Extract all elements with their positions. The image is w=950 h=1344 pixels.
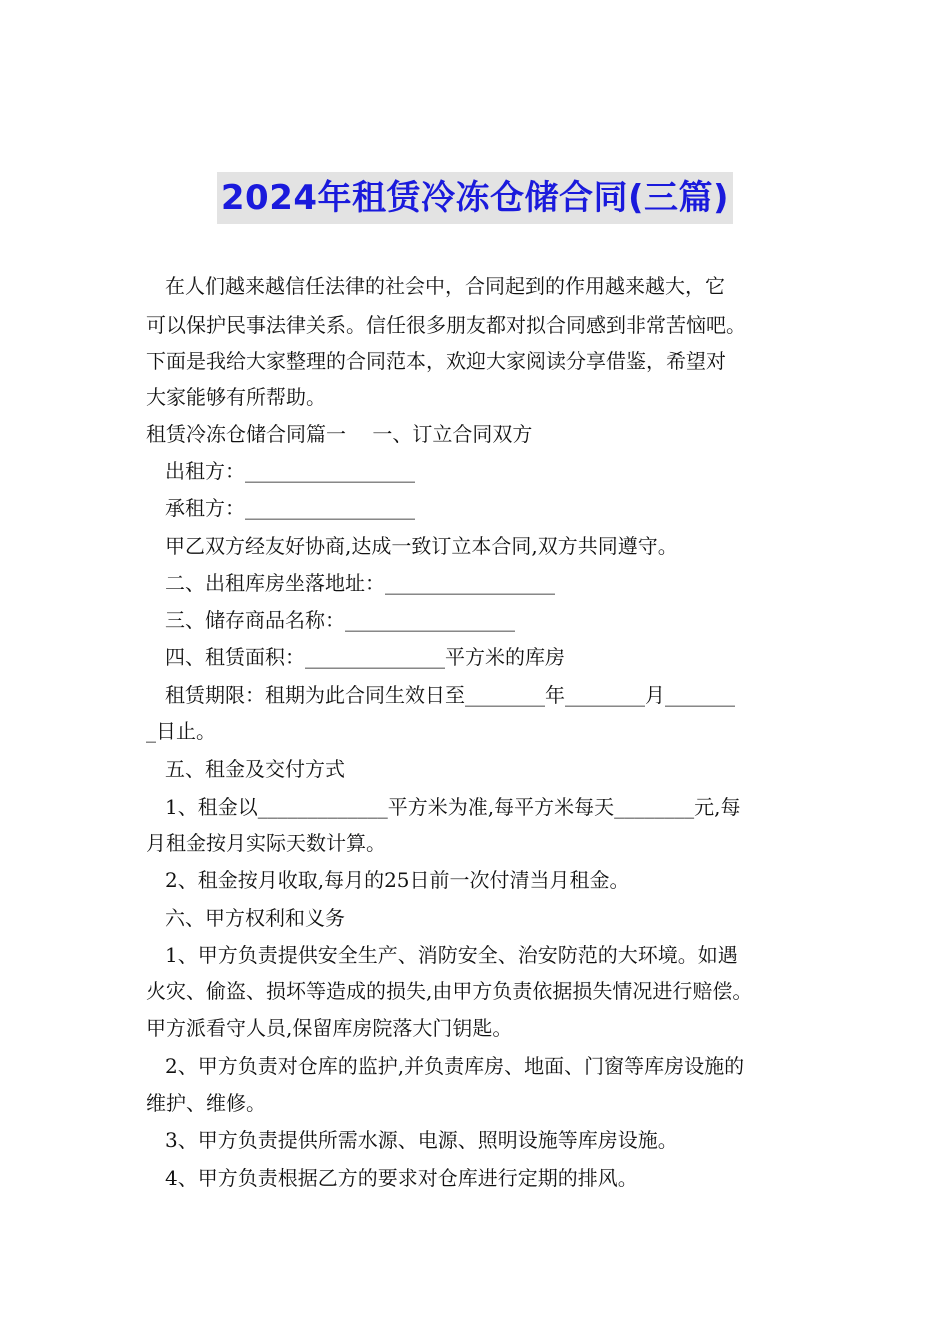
party-a-item-1-line-2: 火灾、偷盗、损坏等造成的损失,由甲方负责依据损失情况进行赔偿。	[146, 979, 753, 1003]
party-a-item-1-line-3: 甲方派看守人员,保留库房院落大门钥匙。	[146, 1016, 513, 1040]
intro-line-2: 可以保护民事法律关系。信任很多朋友都对拟合同感到非常苦恼吧。	[146, 313, 746, 337]
goods-name-field: 三、储存商品名称：_________________	[165, 608, 515, 632]
rent-item-1-line-1: 1、租金以_____________平方米为准,每平方米每天________元,每	[165, 795, 741, 819]
section-heading: 租赁冷冻仓储合同篇一 一、订立合同双方	[146, 422, 533, 446]
lessee-field: 承租方：_________________	[165, 496, 415, 520]
intro-line-4: 大家能够有所帮助。	[146, 385, 326, 409]
lease-term-line-1: 租赁期限：租期为此合同生效日至________年________月_______	[165, 683, 735, 707]
party-a-item-2-line-1: 2、甲方负责对仓库的监护,并负责库房、地面、门窗等库房设施的	[165, 1054, 745, 1078]
title-block	[0, 172, 950, 224]
rent-item-2: 2、租金按月收取,每月的25日前一次付清当月租金。	[165, 868, 630, 892]
party-a-item-4: 4、甲方负责根据乙方的要求对仓库进行定期的排风。	[165, 1166, 638, 1190]
party-a-item-3: 3、甲方负责提供所需水源、电源、照明设施等库房设施。	[165, 1128, 678, 1152]
lessor-field: 出租方：_________________	[165, 459, 415, 483]
rent-heading: 五、租金及交付方式	[165, 757, 345, 781]
rent-item-1-line-2: 月租金按月实际天数计算。	[146, 831, 386, 855]
party-a-item-2-line-2: 维护、维修。	[146, 1091, 266, 1115]
document-title: 2024年租赁冷冻仓储合同(三篇)	[217, 172, 733, 224]
agreement-line: 甲乙双方经友好协商,达成一致订立本合同,双方共同遵守。	[165, 534, 678, 558]
intro-line-3: 下面是我给大家整理的合同范本，欢迎大家阅读分享借鉴，希望对	[146, 349, 726, 373]
party-a-item-1-line-1: 1、甲方负责提供安全生产、消防安全、治安防范的大环境。如遇	[165, 943, 738, 967]
intro-line-1: 在人们越来越信任法律的社会中，合同起到的作用越来越大，它	[165, 274, 725, 298]
lease-term-line-2: _日止。	[146, 719, 216, 743]
party-a-heading: 六、甲方权利和义务	[165, 906, 345, 930]
address-field: 二、出租库房坐落地址：_________________	[165, 571, 555, 595]
area-field: 四、租赁面积：______________平方米的库房	[165, 645, 565, 669]
